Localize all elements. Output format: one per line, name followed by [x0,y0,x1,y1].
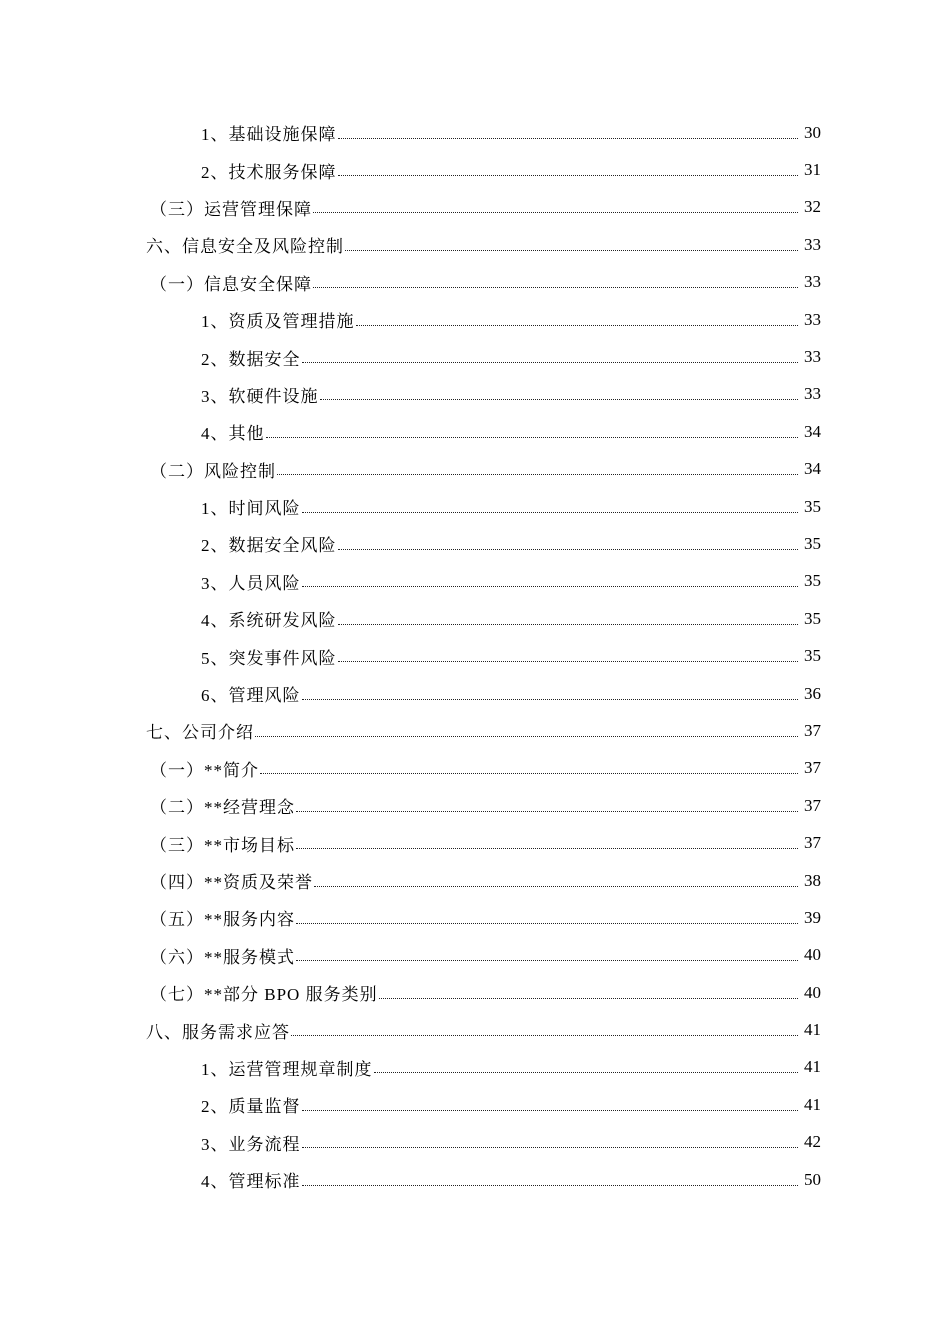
toc-dot-leader [291,1034,798,1036]
toc-dot-leader [302,511,799,513]
toc-entry-title: （一）信息安全保障 [150,274,312,294]
toc-page-number: 35 [804,571,821,591]
toc-entry-title: （二）**经营理念 [150,798,295,818]
toc-dot-leader [338,548,799,550]
toc-entry[interactable] [0,675,950,712]
toc-page-number: 40 [804,982,821,1002]
toc-page-number: 37 [804,720,821,740]
toc-page-number: 33 [804,234,821,254]
toc-dot-leader [255,735,798,737]
toc-dot-leader [338,660,799,662]
toc-page-number: 33 [804,309,821,329]
toc-entry[interactable] [0,974,950,1011]
toc-page-number: 31 [804,160,821,180]
toc-entry[interactable] [0,787,950,824]
toc-entry[interactable] [0,1011,950,1048]
toc-dot-leader [356,324,799,326]
toc-entry-title: 1、基础设施保障 [201,125,337,145]
toc-entry[interactable] [0,937,950,974]
toc-dot-leader [302,1184,799,1186]
toc-entry-title: 1、时间风险 [201,499,301,519]
toc-entry-title: 6、管理风险 [201,686,301,706]
toc-entry-title: 4、管理标准 [201,1172,301,1192]
toc-page-number: 30 [804,122,821,142]
toc-entry[interactable] [0,413,950,450]
toc-dot-leader [296,922,798,924]
toc-page-number: 35 [804,533,821,553]
toc-entry-title: 4、其他 [201,424,265,444]
toc-entry-title: 3、业务流程 [201,1134,301,1154]
toc-entry[interactable] [0,525,950,562]
toc-page-number: 41 [804,1020,821,1040]
toc-dot-leader [302,361,799,363]
toc-page-number: 32 [804,197,821,217]
toc-entry[interactable] [0,1124,950,1161]
toc-dot-leader [260,772,798,774]
toc-entry[interactable] [0,301,950,338]
toc-dot-leader [296,810,798,812]
toc-entry[interactable] [0,451,950,488]
toc-page-number: 40 [804,945,821,965]
toc-dot-leader [338,137,799,139]
toc-page-number: 41 [804,1057,821,1077]
toc-page-number: 37 [804,795,821,815]
toc-entry-title: 六、信息安全及风险控制 [146,237,344,257]
toc-entry[interactable] [0,488,950,525]
toc-entry-title: 5、突发事件风险 [201,648,337,668]
toc-dot-leader [302,585,799,587]
toc-dot-leader [338,174,799,176]
toc-entry[interactable] [0,600,950,637]
toc-page-number: 33 [804,347,821,367]
toc-entry-title: 2、数据安全风险 [201,536,337,556]
toc-dot-leader [313,211,798,213]
toc-page-number: 34 [804,421,821,441]
toc-dot-leader [266,436,799,438]
toc-entry-title: 1、资质及管理措施 [201,312,355,332]
toc-page-number: 39 [804,907,821,927]
toc-entry-title: 2、技术服务保障 [201,162,337,182]
toc-page-number: 34 [804,459,821,479]
toc-entry[interactable] [0,151,950,188]
toc-entry-title: 4、系统研发风险 [201,611,337,631]
toc-entry-title: 七、公司介绍 [146,723,254,743]
toc-entry[interactable] [0,376,950,413]
toc-page-number: 35 [804,608,821,628]
toc-entry[interactable] [0,750,950,787]
toc-entry-title: 八、服务需求应答 [146,1022,290,1042]
toc-page-number: 42 [804,1132,821,1152]
toc-entry[interactable] [0,264,950,301]
toc-entry[interactable] [0,338,950,375]
toc-dot-leader [379,997,798,999]
toc-entry-title: （三）运营管理保障 [150,199,312,219]
toc-entry[interactable] [0,637,950,674]
toc-entry-title: （七）**部分 BPO 服务类别 [150,985,378,1005]
toc-entry[interactable] [0,862,950,899]
table-of-contents [0,114,950,1198]
toc-page-number: 33 [804,272,821,292]
toc-entry-title: （六）**服务模式 [150,947,295,967]
toc-entry-title: （五）**服务内容 [150,910,295,930]
toc-entry[interactable] [0,824,950,861]
toc-dot-leader [296,847,798,849]
toc-page-number: 35 [804,496,821,516]
toc-dot-leader [302,1109,799,1111]
toc-entry-title: 1、运营管理规章制度 [201,1059,373,1079]
toc-entry[interactable] [0,712,950,749]
toc-page-number: 37 [804,758,821,778]
toc-dot-leader [296,959,798,961]
toc-dot-leader [314,885,798,887]
toc-page-number: 50 [804,1169,821,1189]
toc-entry-title: （一）**简介 [150,760,259,780]
toc-entry-title: 2、数据安全 [201,349,301,369]
toc-dot-leader [302,1146,799,1148]
toc-entry-title: （四）**资质及荣誉 [150,873,313,892]
toc-entry[interactable] [0,226,950,263]
toc-dot-leader [277,473,798,475]
toc-page-number: 38 [804,870,821,890]
toc-dot-leader [374,1071,799,1073]
toc-page-number: 36 [804,683,821,703]
toc-entry[interactable] [0,899,950,936]
toc-entry-title: （二）风险控制 [150,461,276,481]
toc-page-number: 41 [804,1094,821,1114]
toc-entry[interactable] [0,189,950,226]
toc-entry[interactable] [0,563,950,600]
toc-entry-title: 2、质量监督 [201,1097,301,1117]
toc-dot-leader [313,286,798,288]
toc-entry-title: （三）**市场目标 [150,835,295,855]
toc-entry[interactable] [0,1161,950,1198]
toc-entry[interactable] [0,1049,950,1086]
toc-entry[interactable] [0,114,950,151]
toc-entry[interactable] [0,1086,950,1123]
toc-page-number: 37 [804,833,821,853]
toc-dot-leader [338,623,799,625]
toc-entry-title: 3、人员风险 [201,573,301,593]
toc-page-number: 33 [804,384,821,404]
toc-dot-leader [320,398,799,400]
toc-page-number: 35 [804,646,821,666]
toc-dot-leader [345,249,798,251]
toc-entry-title: 3、软硬件设施 [201,386,319,406]
toc-dot-leader [302,698,799,700]
